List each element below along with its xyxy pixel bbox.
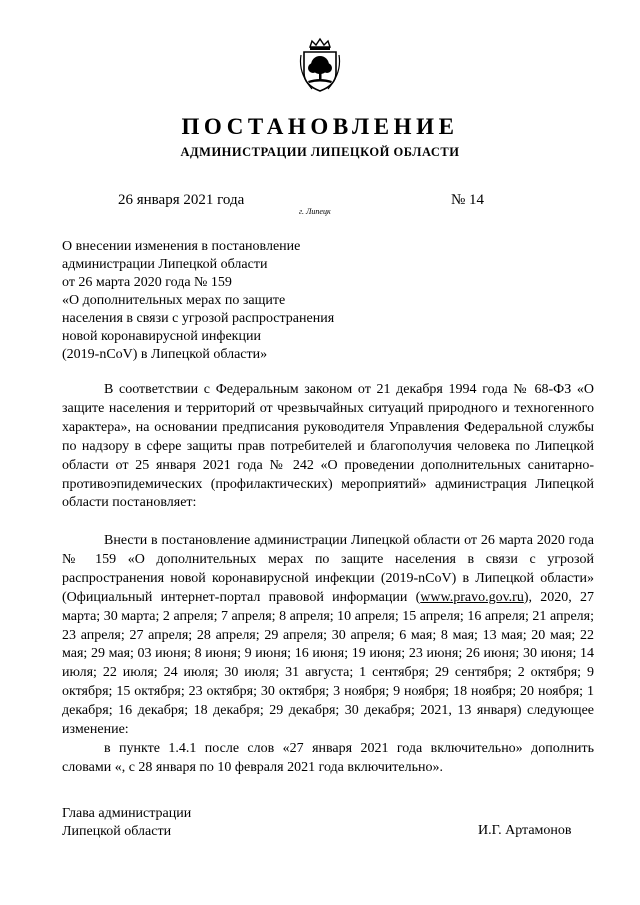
heading-line: населения в связи с угрозой распространения (62, 311, 335, 326)
heading-line: О внесении изменения в постановление (62, 239, 301, 254)
heading-line: администрации Липецкой области (62, 257, 268, 272)
coat-of-arms-emblem (298, 37, 342, 93)
amendment-text-start: Внести в постановление администрации Липецкой области от 26 марта 2020 года № 159 «О дополнительных мерах по защите населения в связи с угрозой распространения новой коронавирусной инфекции (2019-nCoV) в Липецкой области» (Официальный интернет-портал правовой информации ( (62, 533, 594, 605)
document-date: 26 января 2021 года (118, 192, 245, 208)
heading-line: от 26 марта 2020 года № 159 (62, 275, 232, 290)
document-number: № 14 (451, 192, 485, 208)
amendment-detail-paragraph: в пункте 1.4.1 после слов «27 января 2021 года включительно» дополнить словами «, с 28 января по 10 февраля 2021 года включительно». (62, 741, 594, 775)
pravo-link[interactable]: www.pravo.gov.ru (420, 589, 524, 605)
signatory-name: И.Г. Артамонов (478, 823, 572, 838)
signatory-position-line: Глава администрации (62, 806, 192, 821)
document-subtitle: АДМИНИСТРАЦИИ ЛИПЕЦКОЙ ОБЛАСТИ (180, 145, 460, 159)
document-title: ПОСТАНОВЛЕНИЕ (181, 114, 459, 139)
signatory-position (62, 805, 191, 841)
signatory-position-line: Липецкой области (62, 824, 172, 839)
heading-line: (2019-nCoV) в Липецкой области» (62, 347, 268, 362)
preamble-paragraph: В соответствии с Федеральным законом от 21 декабря 1994 года № 68-ФЗ «О защите населения и территорий от чрезвычайных ситуаций природного и техногенного характера», на основании предписания руководителя Управления Федеральной службы по надзору в сфере защиты прав потребителей и благополучия человека по Липецкой области от 25 января 2021 года № 242 «О проведении дополнительных санитарно-противоэпидемических (профилактических) мероприятий» администрация Липецкой области постановляет: (62, 382, 594, 511)
amendment-text-end: ), 2020, 27 марта; 30 марта; 2 апреля; 7 апреля; 8 апреля; 10 апреля; 15 апреля; 16 апреля; 21 апреля; 23 апреля; 27 апреля; 28 апреля; 29 апреля; 30 апреля; 6 мая; 8 мая; 13 мая; 20 мая; 22 мая; 29 мая; 03 июня; 8 июня; 9 июня; 16 июня; 19 июня; 23 июня; 26 июня; 30 июня; 14 июля; 22 июля; 24 июля; 30 июля; 31 августа; 1 сентября; 29 сентября; 2 октября; 9 октября; 15 октября; 23 октября; 30 октября; 3 ноября; 9 ноября; 18 ноября; 20 ноября; 1 декабря; 16 декабря; 18 декабря; 29 декабря; 30 декабря; 2021, 13 января) следующее изменение: (62, 589, 594, 738)
document-city: г. Липецк (299, 207, 331, 216)
heading-line: «О дополнительных мерах по защите (62, 293, 286, 308)
document-heading (62, 238, 392, 364)
heading-line: новой коронавирусной инфекции (62, 329, 261, 344)
amendment-paragraph (62, 532, 594, 740)
